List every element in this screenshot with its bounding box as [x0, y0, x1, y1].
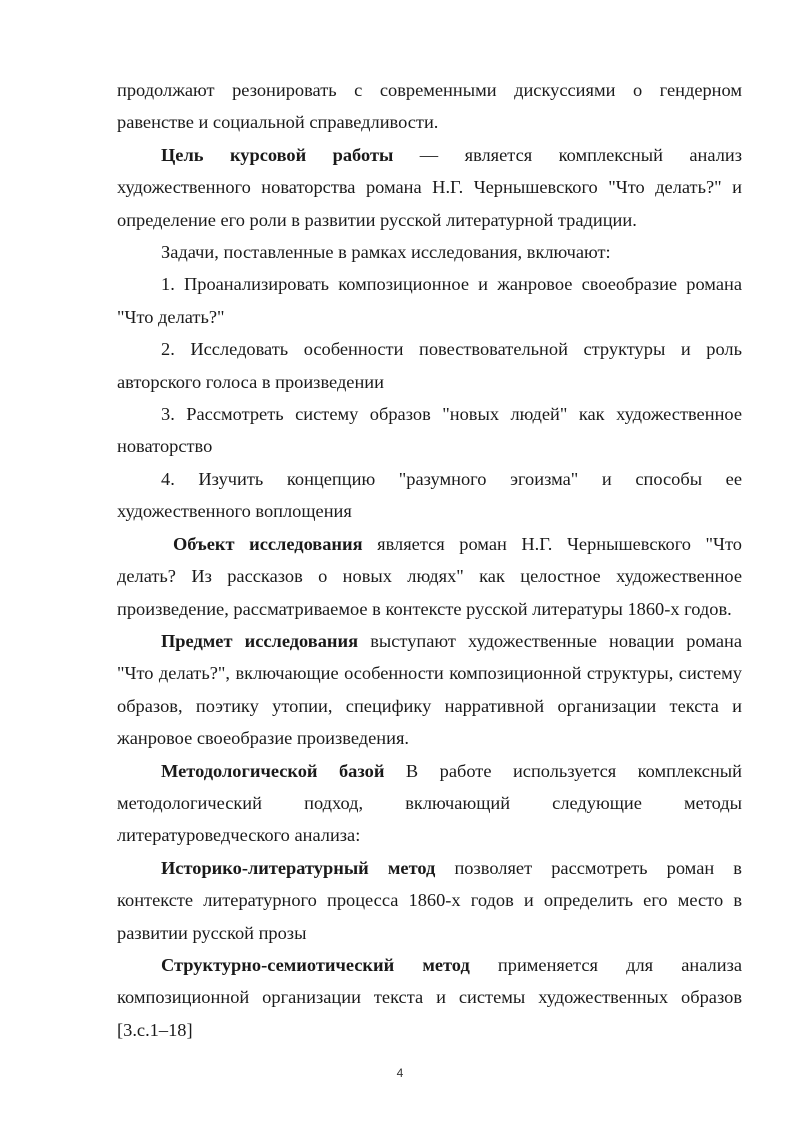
paragraph-tasks-intro: Задачи, поставленные в рамках исследования, включают: — [161, 242, 611, 263]
paragraph-method-base — [117, 755, 742, 852]
document-page — [117, 74, 742, 1046]
paragraph-subject — [117, 625, 742, 755]
paragraph-continuation-line2: равенстве и социальной справедливости. — [117, 112, 439, 133]
paragraph-continuation-line1: продолжают резонировать с современными дискуссиями о гендерном — [117, 80, 742, 100]
method-base-text: В работе используется комплексный методологический подход, включающий следующие методы литературоведческого анализа: — [117, 760, 742, 846]
paragraph-historical-method — [117, 852, 742, 949]
historical-method-heading: Историко-литературный метод — [161, 857, 436, 878]
task-item-4: 4. Изучить концепцию "разумного эгоизма" и способы ее художественного воплощения — [117, 468, 742, 522]
historical-method-text: позволяет рассмотреть роман в контексте литературного процесса 1860-х годов и определить его место в развитии русской прозы — [117, 857, 742, 943]
goal-text: — является комплексный анализ художественного новаторства романа Н.Г. Чернышевского "Что делать?" и определение его роли в развитии русской литературной традиции. — [117, 144, 743, 230]
task-item-3: 3. Рассмотреть систему образов "новых людей" как художественное новаторство — [117, 404, 742, 457]
method-base-heading: Методологической базой — [161, 760, 385, 781]
structural-method-heading: Структурно-семиотический метод — [161, 954, 470, 975]
subject-heading: Предмет исследования — [161, 630, 359, 651]
object-heading: Объект исследования — [173, 533, 363, 554]
page-number: 4 — [396, 1066, 404, 1080]
paragraph-goal — [117, 139, 742, 236]
task-item-1: 1. Проанализировать композиционное и жанровое своеобразие романа "Что делать?" — [117, 274, 742, 327]
structural-method-text: применяется для анализа композиционной организации текста и системы художественных образов [3.с.1–18] — [117, 954, 742, 1040]
object-text: является роман Н.Г. Чернышевского "Что делать? Из рассказов о новых людях" как целостное художественное произведение, рассматриваемое в контексте русской литературы 1860-х годов. — [117, 533, 742, 619]
subject-text: выступают художественные новации романа "Что делать?", включающие особенности композиционной структуры, систему образов, поэтику утопии, специфику нарративной организации текста и жанровое своеобразие произведения. — [117, 630, 743, 749]
paragraph-structural-method — [117, 949, 742, 1046]
paragraph-object — [117, 528, 742, 625]
goal-heading: Цель курсовой работы — [161, 144, 394, 165]
task-item-2: 2. Исследовать особенности повествовательной структуры и роль авторского голоса в произведении — [117, 339, 742, 392]
